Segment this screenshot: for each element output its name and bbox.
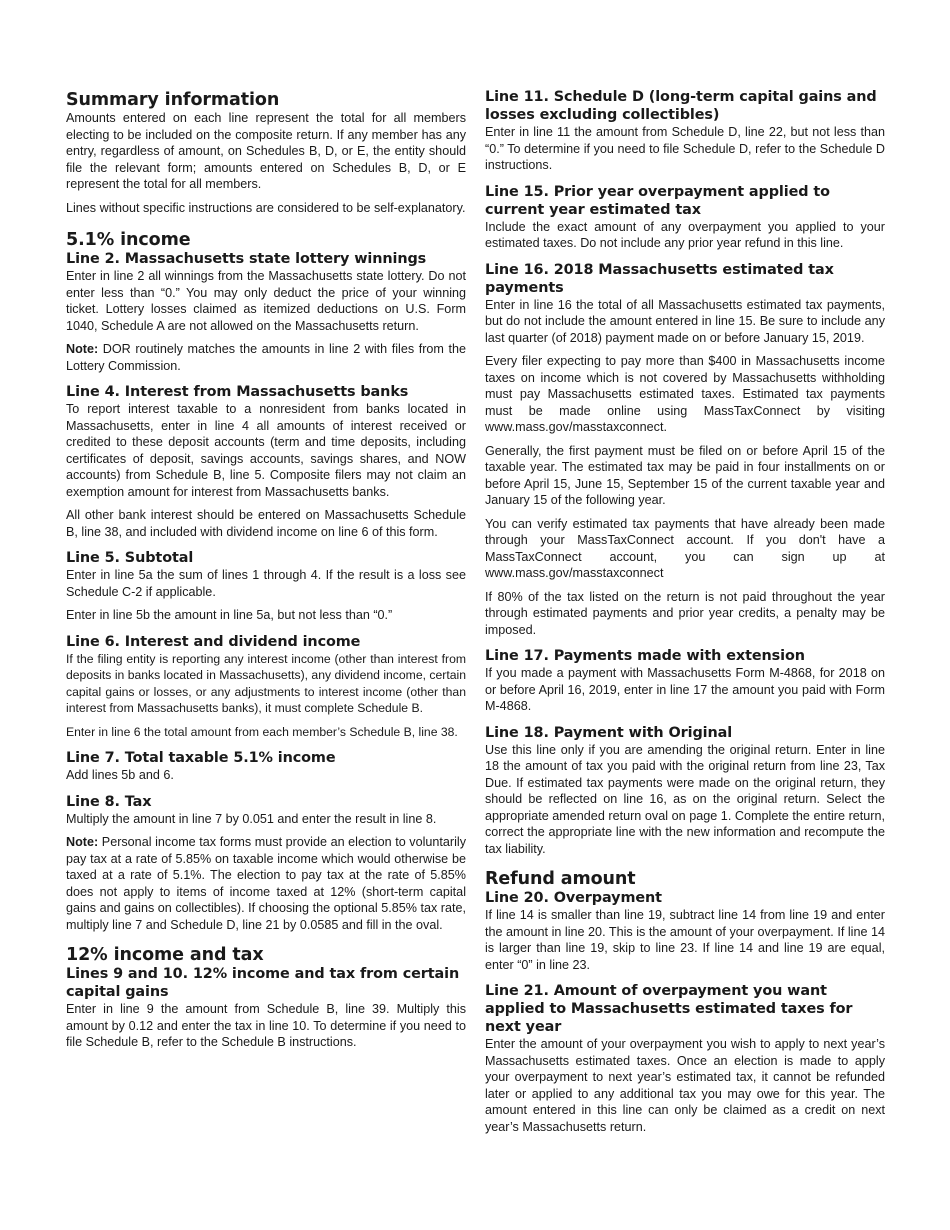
line4-paragraph-2: All other bank interest should be entered on Massachusetts Schedule B, line 38, and included with dividend income on line 6 of this form. (66, 508, 466, 539)
note-label: Note: (66, 835, 99, 849)
line20-heading: Line 20. Overpayment (485, 890, 662, 906)
income-51-heading: 5.1% income (66, 230, 191, 250)
line21-paragraph: Enter the amount of your overpayment you wish to apply to next year’s Massachusetts estimated taxes. Once an election is made to apply your overpayment to next year’s estimated tax, it cannot be refunded later or applied to any additional tax you may owe for this year. The amount entered in this line can only be claimed as a credit on next year’s Massachusetts return. (485, 1037, 885, 1134)
right-column (485, 88, 885, 1142)
income-12-heading: 12% income and tax (66, 945, 264, 965)
line4-heading: Line 4. Interest from Massachusetts banks (66, 384, 409, 400)
line15-heading: Line 15. Prior year overpayment applied to current year estimated tax (485, 183, 830, 218)
line20-paragraph: If line 14 is smaller than line 19, subtract line 14 from line 19 and enter the amount in line 20. This is the amount of your overpayment. If line 14 is larger than line 19, skip to line 23. If line 14 and line 19 are equal, enter “0” in line 23. (485, 908, 885, 972)
line8-paragraph: Multiply the amount in line 7 by 0.051 and enter the result in line 8. (66, 811, 437, 826)
note-label: Note: (66, 342, 99, 356)
line2-note (66, 341, 466, 374)
line5-paragraph: Enter in line 5a the sum of lines 1 through 4. If the result is a loss see Schedule C-2 if applicable. (66, 568, 466, 599)
line8-heading: Line 8. Tax (66, 793, 152, 810)
line8-note-text: Personal income tax forms must provide an election to voluntarily pay tax at a rate of 5.85% on taxable income which would otherwise be taxed at a rate of 5.1%. The election to pay tax at the rate of 5.85% does not apply to items of income taxed at 12% (short-term capital gains and gains on collectibles). If choosing the optional 5.85% tax rate, multiply line 7 and Schedule D, line 21 by 0.0585 and fill in the oval. (66, 835, 466, 932)
line16-paragraph-2: Every filer expecting to pay more than $400 in Massachusetts income taxes on income which is not covered by Massachusetts withholding must pay Massachusetts estimated taxes. Estimated tax payments must be made online using MassTaxConnect by visiting www.mass.gov/masstaxconnect. (485, 354, 885, 434)
line16-heading: Line 16. 2018 Massachusetts estimated tax payments (485, 261, 834, 296)
line9-heading: Lines 9 and 10. 12% income and tax from certain capital gains (66, 966, 460, 1000)
line17-paragraph: If you made a payment with Massachusetts Form M-4868, for 2018 on or before April 16, 2019, enter in line 17 the amount you paid with Form M-4868. (485, 666, 885, 713)
line5-heading: Line 5. Subtotal (66, 550, 194, 566)
line11-paragraph: Enter in line 11 the amount from Schedule D, line 22, but not less than “0.” To determine if you need to file Schedule D, refer to the Schedule D instructions. (485, 125, 885, 172)
line16-paragraph: Enter in line 16 the total of all Massachusetts estimated tax payments, but do not include the amount entered in line 15. Be sure to include any last quarter (of 2018) payment made on or before January 15, 2019. (485, 297, 885, 345)
line4-paragraph: To report interest taxable to a nonresident from banks located in Massachusetts, enter in line 4 all amounts of interest received or credited to these deposit accounts (term and time deposits, including certificates of deposit, savings accounts, savings shares, and NOW accounts) from Schedule B, line 5. Composite filers may not claim an exemption amount for interest from Massachusetts banks. (66, 402, 466, 499)
line16-paragraph-3: Generally, the first payment must be filed on or before April 15 of the taxable year. The estimated tax may be paid in four installments on or before April 15, June 15, September 15 of the current taxable year and January 15 of the following year. (485, 443, 885, 507)
line18-heading: Line 18. Payment with Original (485, 724, 733, 741)
line2-heading: Line 2. Massachusetts state lottery winnings (66, 251, 427, 267)
line2-note-text: DOR routinely matches the amounts in line 2 with files from the Lottery Commission. (66, 342, 466, 373)
line6-heading: Line 6. Interest and dividend income (66, 633, 361, 650)
line21-heading: Line 21. Amount of overpayment you want applied to Massachusetts estimated taxes for next year (485, 983, 853, 1035)
refund-heading: Refund amount (485, 869, 636, 889)
line7-heading: Line 7. Total taxable 5.1% income (66, 750, 336, 766)
line2-paragraph: Enter in line 2 all winnings from the Massachusetts state lottery. Do not enter less than “0.” You may only deduct the price of your winning ticket. Lottery losses claimed as itemized deductions on U.S. Form 1040, Schedule A are not allowed on the Massachusetts return. (66, 269, 466, 333)
line16-paragraph-5: If 80% of the tax listed on the return is not paid throughout the year through estimated payments and prior year credits, a penalty may be imposed. (485, 589, 885, 637)
line11-heading: Line 11. Schedule D (long-term capital gains and losses excluding collectibles) (485, 89, 877, 123)
left-column (66, 88, 466, 1058)
line6-paragraph-2: Enter in line 6 the total amount from each member’s Schedule B, line 38. (66, 724, 458, 739)
line5-paragraph-2: Enter in line 5b the amount in line 5a, but not less than “0.” (66, 608, 393, 622)
summary-note: Lines without specific instructions are considered to be self-explanatory. (66, 200, 466, 215)
line18-paragraph: Use this line only if you are amending the original return. Enter in line 18 the amount of tax you paid with the original return from line 23, Tax Due. If estimated tax payments were made on the original return, they should be reflected on line 16, as on the original return. Select the appropriate amended return oval on page 1. Complete the entire return, correct the appropriate line with the new information and recompute the tax liability. (485, 742, 885, 856)
summary-paragraph: Amounts entered on each line represent the total for all members electing to be included on the composite return. If any member has any entry, regardless of amount, on Schedules B, D, or E, the entity should file the relevant form; amounts entered on Schedules B, D, or E represent the total for all members. (66, 111, 466, 191)
line15-paragraph: Include the exact amount of any overpayment you applied to your estimated taxes. Do not include any prior year refund in this line. (485, 219, 885, 250)
line17-heading: Line 17. Payments made with extension (485, 648, 805, 664)
line8-note (66, 834, 466, 933)
line6-paragraph: If the filing entity is reporting any interest income (other than interest from deposits in banks located in Massachusetts), any dividend income, certain capital gains or losses, or any adjustments to interest income (other than interest from Massachusetts banks), it must complete Schedule B. (66, 651, 466, 715)
line7-paragraph: Add lines 5b and 6. (66, 768, 174, 782)
summary-heading: Summary information (66, 90, 280, 110)
line9-paragraph: Enter in line 9 the amount from Schedule B, line 39. Multiply this amount by 0.12 and enter the tax in line 10. To determine if you need to file Schedule B, refer to the Schedule B instructions. (66, 1002, 466, 1049)
line16-paragraph-4: You can verify estimated tax payments that have already been made through your MassTaxConnect account. If you don't have a MassTaxConnect account, you can sign up at www.mass.gov/masstaxconnect (485, 516, 885, 580)
